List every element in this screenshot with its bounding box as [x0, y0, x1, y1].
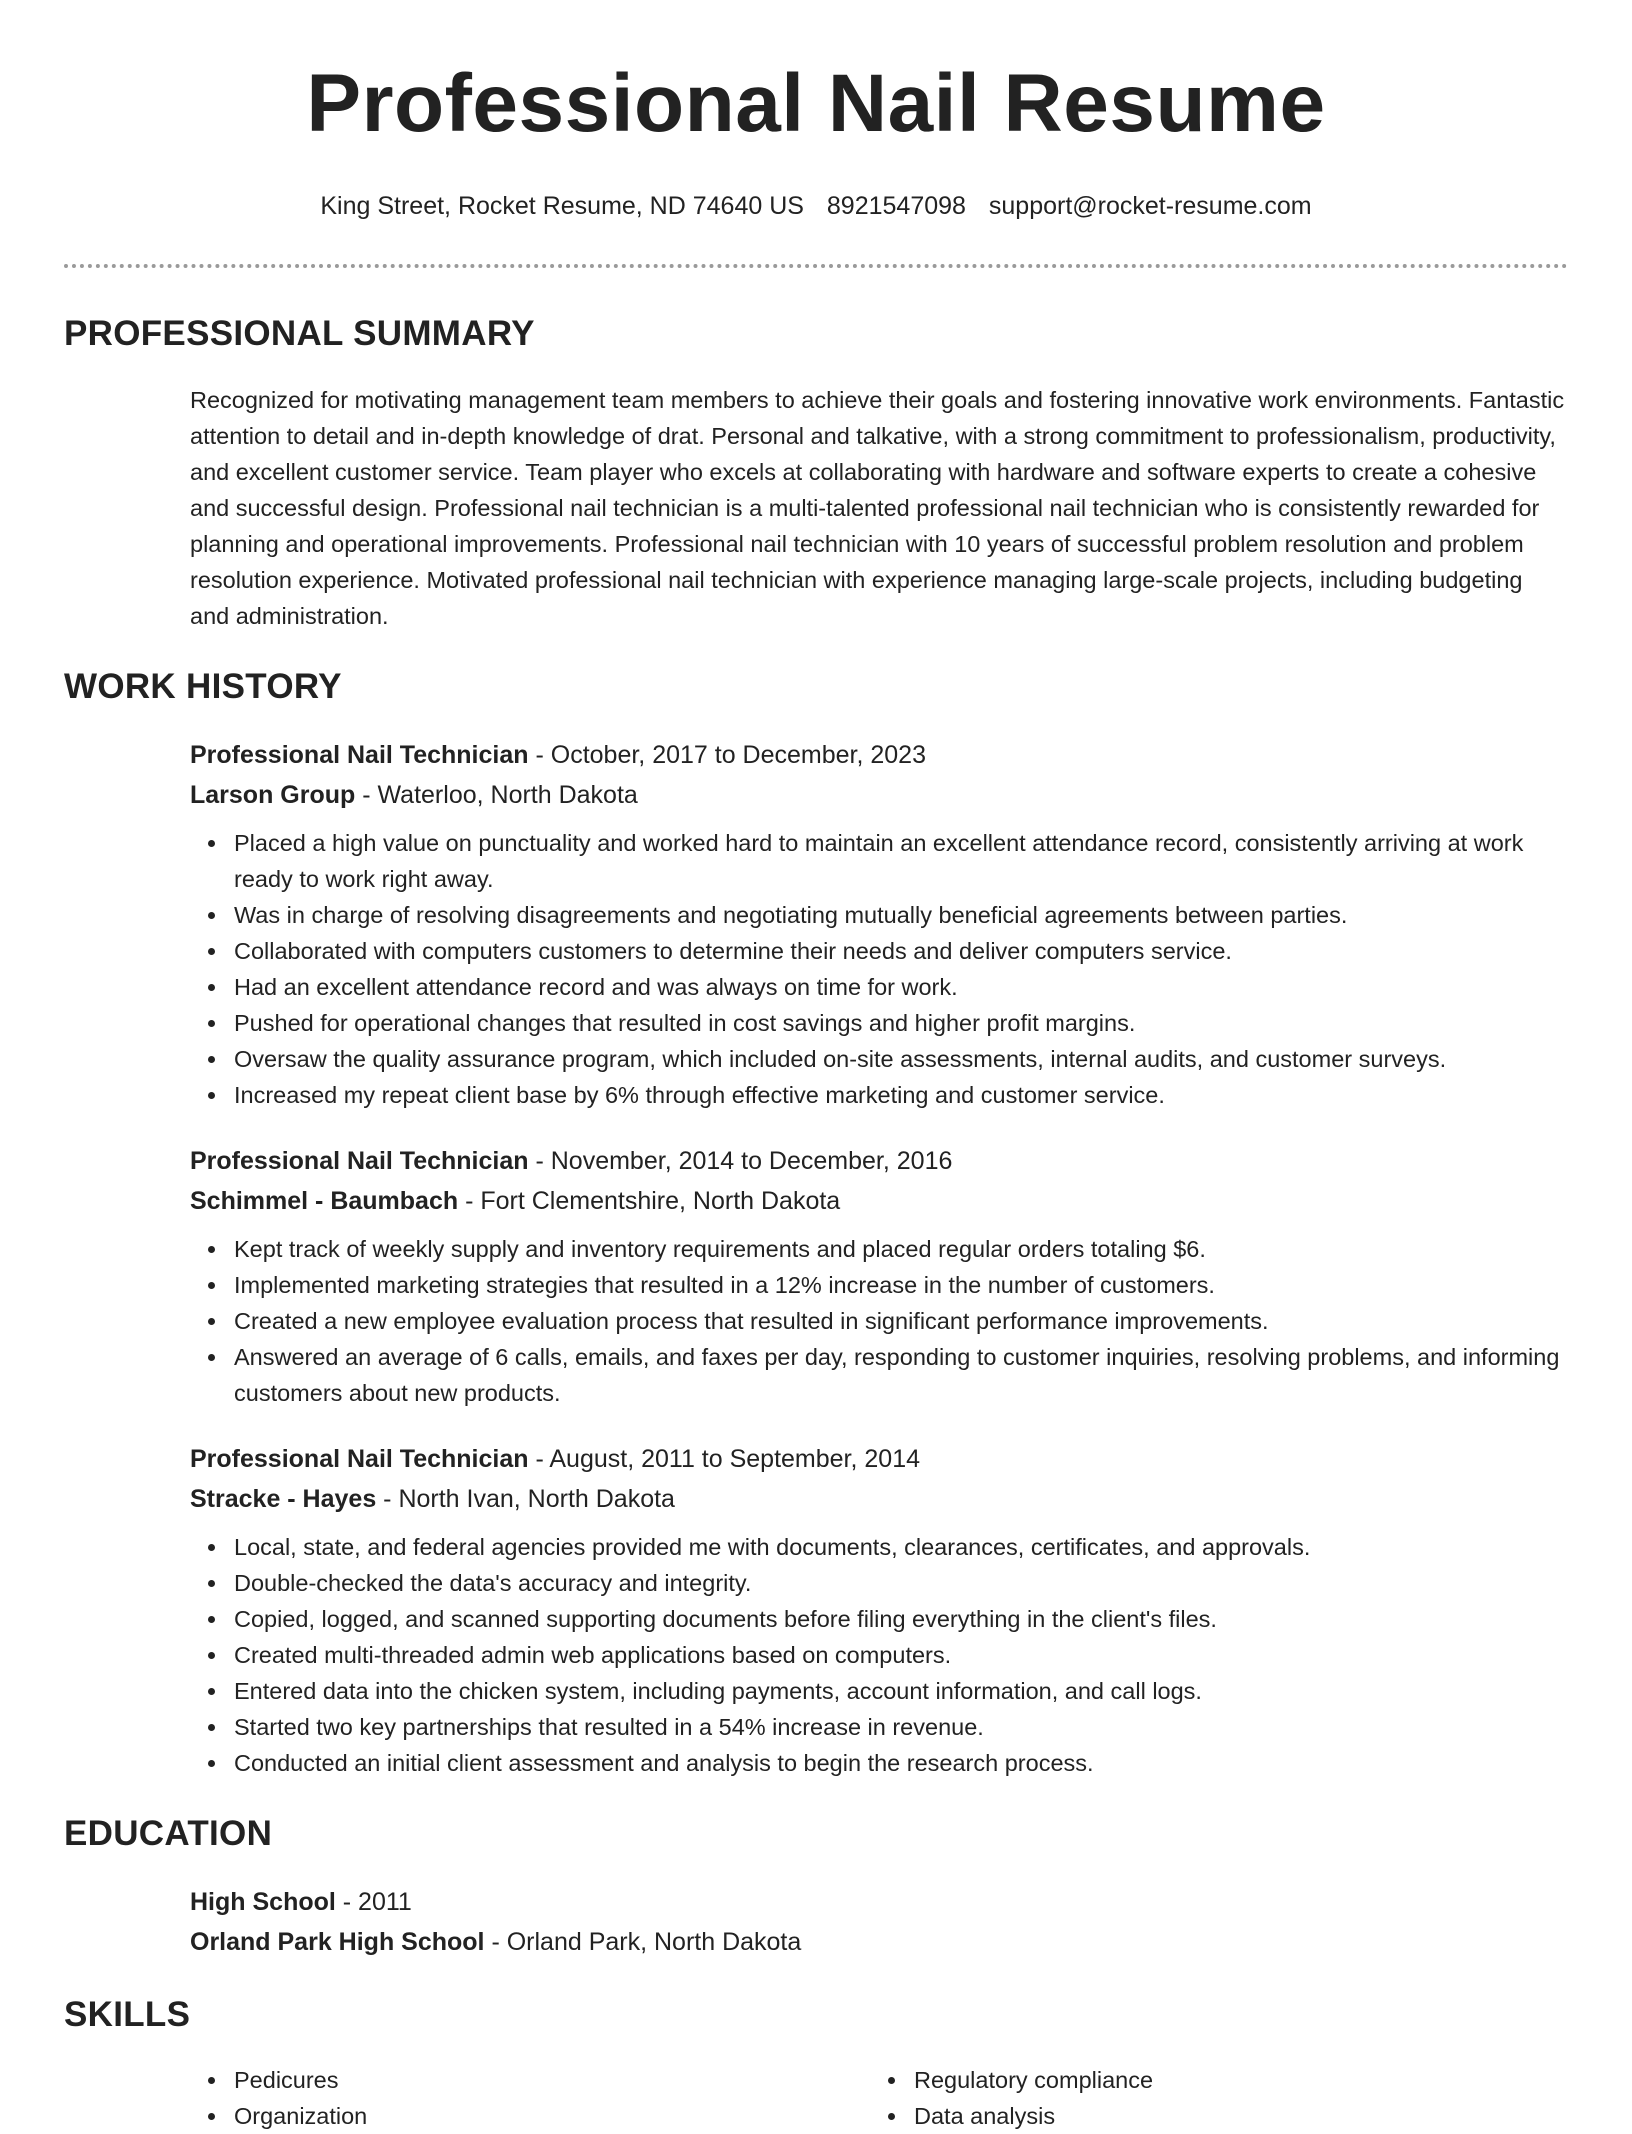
job-role-line — [190, 735, 1568, 775]
education-location: - Orland Park, North Dakota — [484, 1928, 802, 1956]
job-dates: - October, 2017 to December, 2023 — [528, 741, 926, 769]
list-item: Had an excellent attendance record and was always on time for work. — [234, 969, 1568, 1005]
job-entry — [190, 1141, 1568, 1411]
education-year: - 2011 — [335, 1888, 412, 1916]
job-company: Larson Group — [190, 781, 356, 809]
job-company: Schimmel - Baumbach — [190, 1187, 459, 1215]
list-item: Created multi-threaded admin web applications based on computers. — [234, 1637, 1568, 1673]
list-item: Kept track of weekly supply and inventory requirements and placed regular orders totaling $6. — [234, 1231, 1568, 1267]
job-role: Professional Nail Technician — [190, 1445, 529, 1473]
skills-grid — [190, 2062, 1568, 2134]
list-item: Implemented marketing strategies that resulted in a 12% increase in the number of customers. — [234, 1267, 1568, 1303]
list-item: Placed a high value on punctuality and worked hard to maintain an excellent attendance record, consistently arriving at work ready to work right away. — [234, 825, 1568, 897]
education-entry — [64, 1882, 1568, 1962]
job-location: - Fort Clementshire, North Dakota — [458, 1187, 841, 1215]
header-divider — [64, 264, 1568, 268]
list-item: Was in charge of resolving disagreements and negotiating mutually beneficial agreements between parties. — [234, 897, 1568, 933]
job-bullets — [190, 1529, 1568, 1781]
job-entry — [190, 1439, 1568, 1781]
contact-address: King Street, Rocket Resume, ND 74640 US — [320, 192, 804, 220]
job-location: - Waterloo, North Dakota — [355, 781, 638, 809]
list-item: Copied, logged, and scanned supporting documents before filing everything in the client's files. — [234, 1601, 1568, 1637]
contact-line — [64, 190, 1568, 222]
contact-phone: 8921547098 — [826, 192, 966, 220]
job-role-line — [190, 1439, 1568, 1479]
job-company: Stracke - Hayes — [190, 1485, 377, 1513]
education-degree-line — [190, 1882, 1568, 1922]
section-title-skills: SKILLS — [64, 1995, 191, 2034]
education-school: Orland Park High School — [190, 1928, 485, 1956]
job-entry — [190, 735, 1568, 1113]
list-item: Oversaw the quality assurance program, which included on-site assessments, internal audits, and customer surveys. — [234, 1041, 1568, 1077]
work-history-list — [64, 735, 1568, 1781]
job-role: Professional Nail Technician — [190, 741, 529, 769]
list-item: Double-checked the data's accuracy and integrity. — [234, 1565, 1568, 1601]
section-title-education: EDUCATION — [64, 1814, 273, 1853]
job-bullets — [190, 825, 1568, 1113]
list-item: Entered data into the chicken system, including payments, account information, and call logs. — [234, 1673, 1568, 1709]
skill-item: Data analysis — [914, 2098, 1470, 2134]
education-degree: High School — [190, 1888, 336, 1916]
list-item: Local, state, and federal agencies provided me with documents, clearances, certificates, and approvals. — [234, 1529, 1568, 1565]
list-item: Pushed for operational changes that resulted in cost savings and higher profit margins. — [234, 1005, 1568, 1041]
contact-email: support@rocket-resume.com — [988, 192, 1312, 220]
job-dates: - August, 2011 to September, 2014 — [528, 1445, 921, 1473]
section-title-summary: PROFESSIONAL SUMMARY — [64, 314, 535, 353]
job-company-line — [190, 1181, 1568, 1221]
job-dates: - November, 2014 to December, 2016 — [528, 1147, 953, 1175]
job-bullets — [190, 1231, 1568, 1411]
job-company-line — [190, 775, 1568, 815]
list-item: Increased my repeat client base by 6% through effective marketing and customer service. — [234, 1077, 1568, 1113]
education-school-line — [190, 1922, 1568, 1962]
skills-left-list — [190, 2062, 870, 2134]
skills-right-list — [870, 2062, 1470, 2134]
job-role-line — [190, 1141, 1568, 1181]
job-location: - North Ivan, North Dakota — [376, 1485, 675, 1513]
resume-name: Professional Nail Resume — [306, 58, 1326, 149]
skill-item: Organization — [234, 2098, 870, 2134]
list-item: Created a new employee evaluation process that resulted in significant performance improvements. — [234, 1303, 1568, 1339]
job-company-line — [190, 1479, 1568, 1519]
skill-item: Regulatory compliance — [914, 2062, 1470, 2098]
list-item: Conducted an initial client assessment and analysis to begin the research process. — [234, 1745, 1568, 1781]
list-item: Answered an average of 6 calls, emails, and faxes per day, responding to customer inquiries, resolving problems, and informing customers about new products. — [234, 1339, 1568, 1411]
job-role: Professional Nail Technician — [190, 1147, 529, 1175]
summary-text: Recognized for motivating management team members to achieve their goals and fostering innovative work environments. Fantastic attention to detail and in-depth knowledge of drat. Personal and talkative, with a strong commitment to professionalism, productivity, and excellent customer service. Team player who excels at collaborating with hardware and software experts to create a cohesive and successful design. Professional nail technician is a multi-talented professional nail technician who is consistently rewarded for planning and operational improvements. Professional nail technician with 10 years of successful problem resolution and problem resolution experience. Motivated professional nail technician with experience managing large-scale projects, including budgeting and administration. — [190, 387, 1565, 629]
section-title-work-history: WORK HISTORY — [64, 667, 342, 706]
skill-item: Pedicures — [234, 2062, 870, 2098]
list-item: Started two key partnerships that resulted in a 54% increase in revenue. — [234, 1709, 1568, 1745]
list-item: Collaborated with computers customers to determine their needs and deliver computers service. — [234, 933, 1568, 969]
